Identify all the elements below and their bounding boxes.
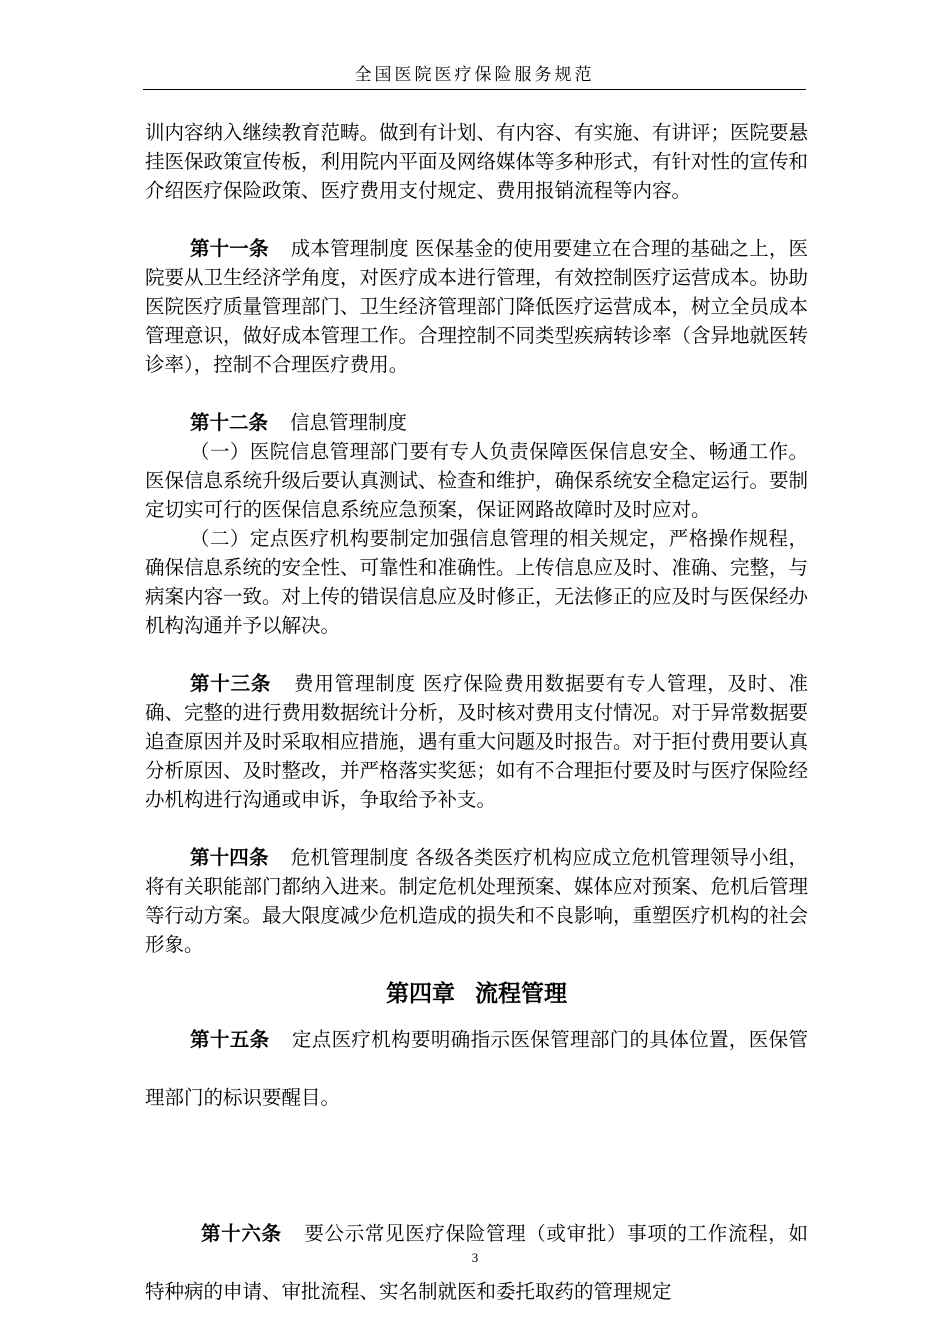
article-12-text: 信息管理制度: [290, 411, 408, 434]
chapter-number: 第四章: [386, 981, 455, 1007]
article-12-item-1: （一）医院信息管理部门要有专人负责保障医保信息安全、畅通工作。医保信息系统升级后要认真测试、检查和维护，确保系统安全稳定运行。要制定切实可行的医保信息系统应急预案，保证网路故障时及时应对。: [145, 440, 809, 521]
article-15: [145, 1011, 808, 1127]
article-15-text: 定点医疗机构要明确指示医保管理部门的具体位置，医保管理部门的标识要醒目。: [145, 1028, 808, 1109]
chapter-heading: [145, 959, 808, 1019]
chapter-title: 流程管理: [475, 981, 567, 1007]
article-13-text: 费用管理制度 医疗保险费用数据要有专人管理，及时、准确、完整的进行费用数据统计分析，及时核对费用支付情况。对于异常数据要追查原因并及时采取相应措施，遇有重大问题及时报告。对于拒付费用要认真分析原因、及时整改，并严格落实奖惩；如有不合理拒付要及时与医疗保险经办机构进行沟通或申诉，争取给予补支。: [145, 672, 809, 811]
article-16-label: 第十六条: [201, 1222, 282, 1245]
article-11-text: 成本管理制度 医保基金的使用要建立在合理的基础之上，医院要从卫生经济学角度，对医疗成本进行管理，有效控制医疗运营成本。协助医院医疗质量管理部门、卫生经济管理部门降低医疗运营成本，树立全员成本管理意识，做好成本管理工作。合理控制不同类型疾病转诊率（含异地就医转诊率），控制不合理医疗费用。: [145, 237, 809, 376]
header-rule: [143, 89, 806, 90]
article-11-label: 第十一条: [190, 237, 269, 260]
article-12-label: 第十二条: [190, 411, 269, 434]
article-16-text: 要公示常见医疗保险管理（或审批）事项的工作流程，如特种病的申请、审批流程、实名制就医和委托取药的管理规定: [145, 1222, 808, 1303]
article-14: [145, 843, 808, 959]
document-body: [145, 118, 808, 1321]
article-13-label: 第十三条: [190, 672, 272, 695]
page-number: 3: [471, 1250, 479, 1265]
article-14-text: 危机管理制度 各级各类医疗机构应成立危机管理领导小组，将有关职能部门都纳入进来。制定危机处理预案、媒体应对预案、危机后管理等行动方案。最大限度减少危机造成的损失和不良影响，重塑医疗机构的社会形象。: [145, 846, 809, 956]
continuation-paragraph: 训内容纳入继续教育范畴。做到有计划、有内容、有实施、有讲评；医院要悬挂医保政策宣传板，利用院内平面及网络媒体等多种形式，有针对性的宣传和介绍医疗保险政策、医疗费用支付规定、费用报销流程等内容。: [145, 121, 809, 202]
running-header: 全国医院医疗保险服务规范: [354, 65, 595, 85]
article-11: [145, 234, 808, 379]
article-15-label: 第十五条: [190, 1028, 270, 1051]
article-12-item-2: （二）定点医疗机构要制定加强信息管理的相关规定，严格操作规程，确保信息系统的安全性、可靠性和准确性。上传信息应及时、准确、完整，与病案内容一致。对上传的错误信息应及时修正，无法修正的应及时与医保经办机构沟通并予以解决。: [145, 527, 809, 637]
article-14-label: 第十四条: [190, 846, 269, 869]
article-12: [145, 408, 808, 437]
article-13: [145, 669, 808, 814]
